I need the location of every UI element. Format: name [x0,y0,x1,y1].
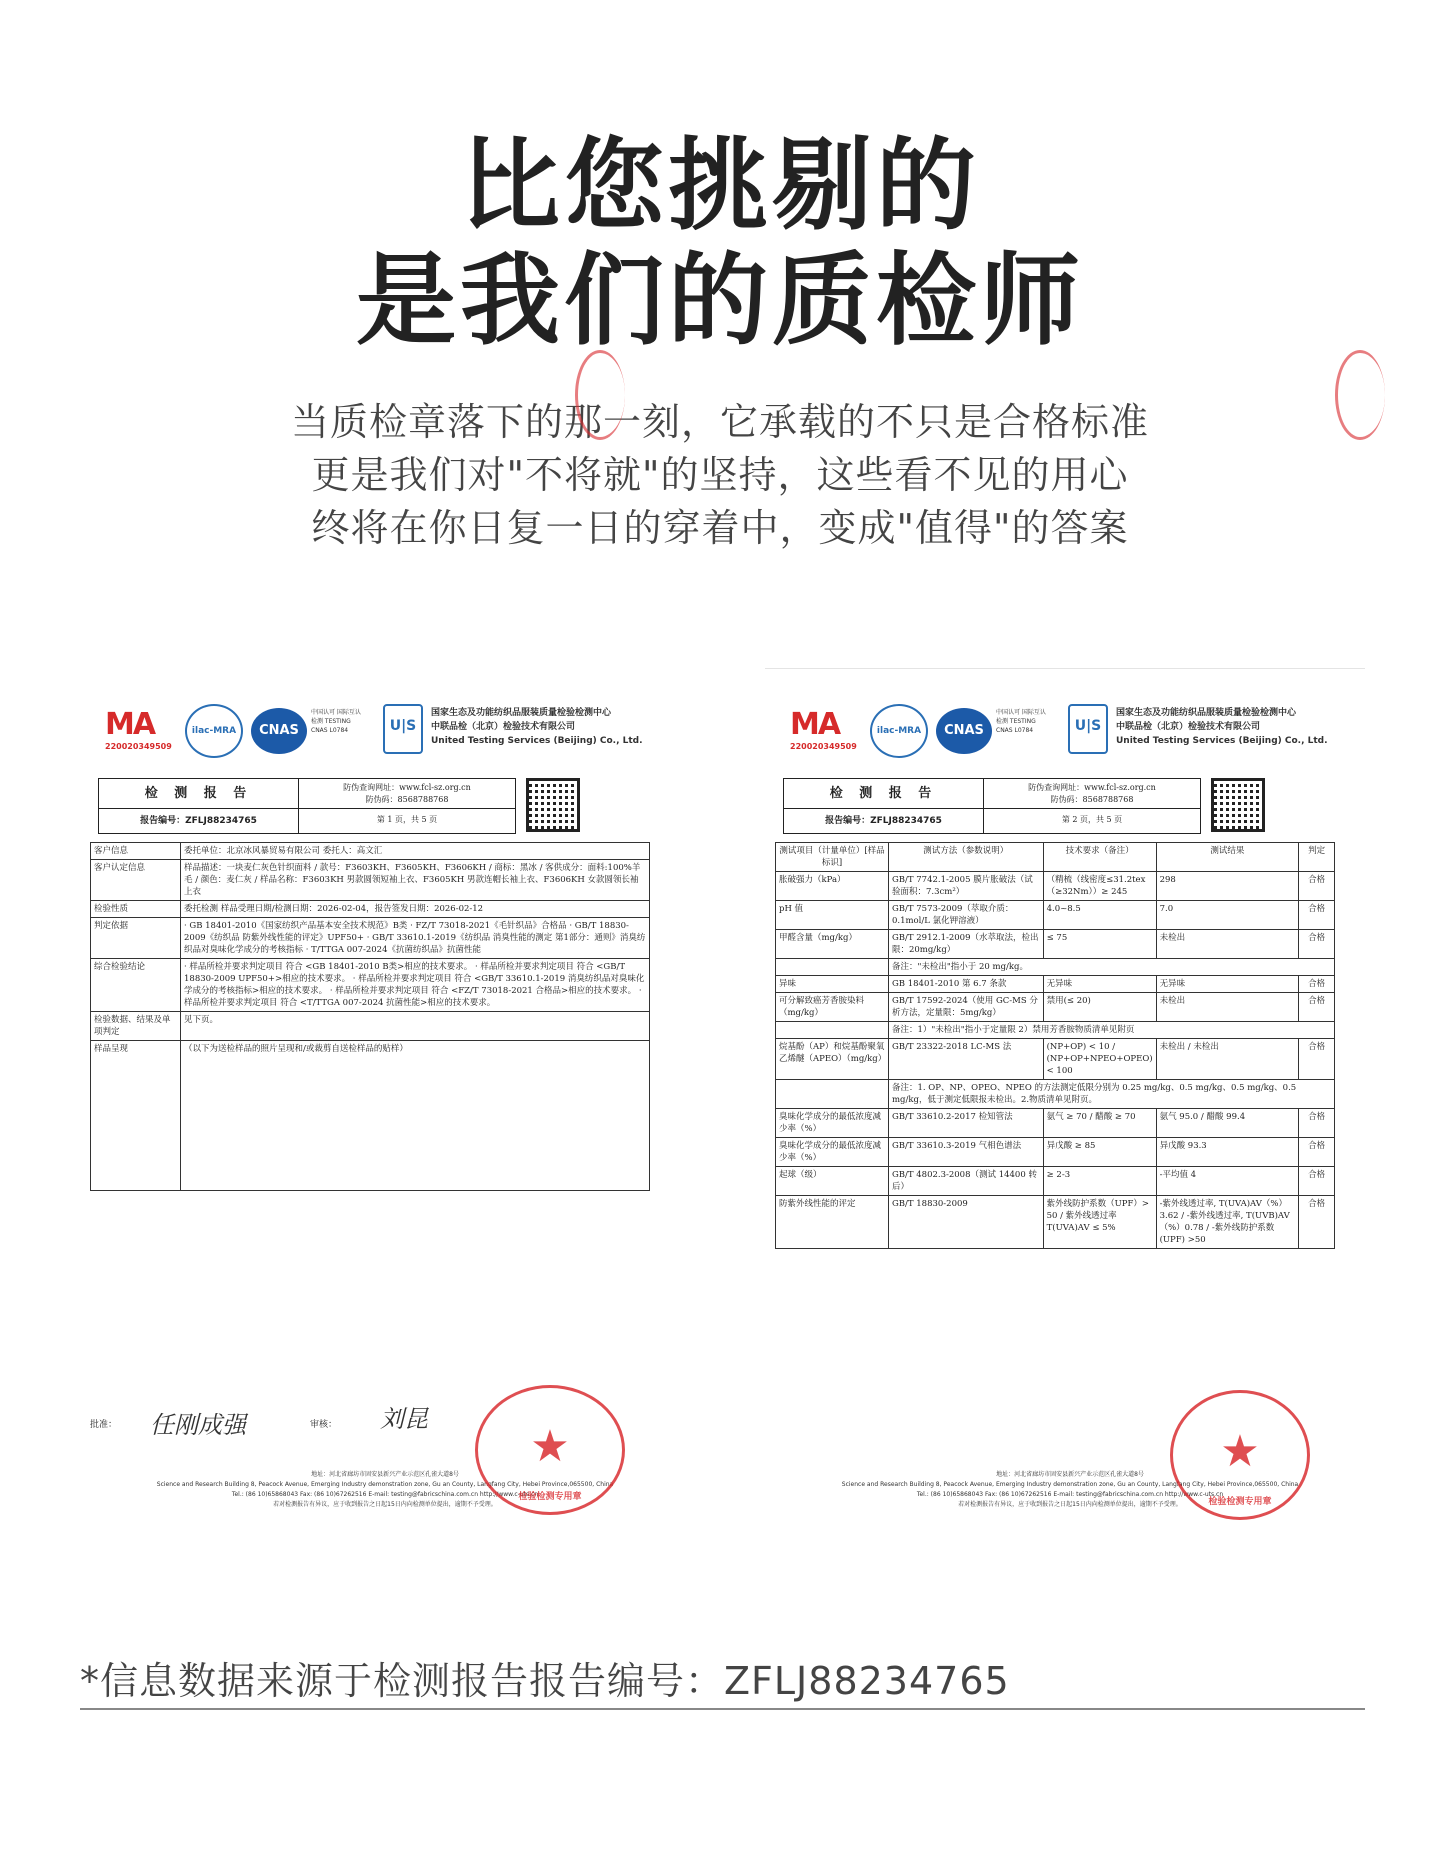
org-name: 国家生态及功能纺织品服装质量检验检测中心 中联品检（北京）检验技术有限公司 United Testing Services (Beijing) Co., Ltd. [431,708,643,746]
table-cell: GB/T 17592-2024（使用 GC-MS 分析方法，定量限：5mg/kg） [888,993,1043,1022]
table-cell: 异味 [776,976,889,993]
inspection-stamp: ★ 检验检测专用章 [1170,1390,1310,1520]
table-cell: 甲醛含量（mg/kg） [776,930,889,959]
review-label: 审核： [310,1420,338,1430]
table-cell: 氨气 95.0 / 醋酸 99.4 [1156,1109,1299,1138]
row-content: 委托检测 样品受理日期/检测日期：2026-02-04，报告签发日期：2026-02-12 [181,901,650,918]
cnas-logo: CNAS [936,708,992,754]
row-label: 检验数据、结果及单项判定 [91,1012,181,1041]
table-cell: 起球（级） [776,1167,889,1196]
table-row [776,1039,1335,1080]
table-cell: 合格 [1299,1196,1335,1249]
row-content: 见下页。 [181,1012,650,1041]
remark-cell: 备注："未检出"指小于 20 mg/kg。 [888,959,1334,976]
star-icon: ★ [1220,1426,1260,1477]
table-row [91,959,650,1012]
org-name: 国家生态及功能纺织品服装质量检验检测中心 中联品检（北京）检验技术有限公司 United Testing Services (Beijing) Co., Ltd. [1116,708,1328,746]
column-header: 技术要求（备注） [1043,843,1156,872]
anti-fake-code: 防伪码：8568788768 [365,795,449,804]
table-cell: 臭味化学成分的最低浓度减少率（%） [776,1109,889,1138]
table-row [776,1022,1335,1039]
approve-signature: 任刚成强 [150,1411,246,1439]
table-cell: ≥ 2-3 [1043,1167,1156,1196]
ilac-logo: ilac-MRA [870,704,928,758]
row-label: 判定依据 [91,918,181,959]
table-cell: 紫外线防护系数（UPF）> 50 / 紫外线透过率 T(UVA)AV ≤ 5% [1043,1196,1156,1249]
table-row [776,901,1335,930]
table-cell: GB/T 18830-2009 [888,1196,1043,1249]
subtitle-line-2: 更是我们对"不将就"的坚持，这些看不见的用心 [311,453,1129,497]
row-label: 综合检验结论 [91,959,181,1012]
table-cell: 298 [1156,872,1299,901]
table-cell: GB/T 7573-2009（萃取介质：0.1mol/L 氯化钾溶液） [888,901,1043,930]
row-content: · 样品所检并要求判定项目 符合 <GB 18401-2010 B类>相应的技术要求。 · 样品所检并要求判定项目 符合 <GB/T 18830-2009 UPF50+>相应的技术要求。 · 样品所检并要求判定项目 符合 <GB/T 33610.1-2019 消臭纺织品对臭味化学成分的考核指标>相应的技术要求。 · 样品所检并要求判定项目 符合 <FZ/T 73018-2021 合格品>相应的技术要求。 · 样品所检并要求判定项目 符合 <T/TTGA 007-2024 抗菌性能>相应的技术要求。 [181,959,650,1012]
table-row [776,1109,1335,1138]
table-cell: 合格 [1299,1039,1335,1080]
row-label: 检验性质 [91,901,181,918]
table-cell: GB/T 33610.3-2019 气相色谱法 [888,1138,1043,1167]
table-cell: 臭味化学成分的最低浓度减少率（%） [776,1138,889,1167]
table-cell: 未检出 [1156,930,1299,959]
page-label: 第 1 页，共 5 页 [376,815,438,824]
table-row [91,901,650,918]
report-info-table [90,842,650,1191]
table-cell: 合格 [1299,1167,1335,1196]
review-signature: 刘昆 [380,1405,428,1433]
row-label: 样品呈现 [91,1041,181,1191]
report-footer: 地址：河北省廊坊市固安县新兴产业示范区孔雀大道8号 Science and Research Building 8, Peacock Avenue, Emerging Industry demonstration zone, Gu an County, Langfang City, Hebei Province,065500, China Tel.: (86 10)65868043 Fax: (86 10)67262516 E-mail: testing@fabricschina.com.cn http://www.c-uts.cn 若对检测报告有异议，应于收到报告之日起15日内向检测单位提出，逾期不予受理。 [156,1471,614,1508]
remark-cell: 备注：1. OP、NP、OPEO、NPEO 的方法测定低限分别为 0.25 mg/kg、0.5 mg/kg、0.5 mg/kg、0.5 mg/kg，低于测定低限报未检出。2.物质清单见附页。 [888,1080,1334,1109]
qr-code [1211,778,1265,832]
table-row [776,976,1335,993]
table-cell: 无异味 [1156,976,1299,993]
headline-line-2: 是我们的质检师 [356,242,1084,359]
table-row [776,872,1335,901]
table-row [776,1167,1335,1196]
table-cell: -紫外线透过率, T(UVA)AV（%）3.62 / -紫外线透过率, T(UVB)AV（%）0.78 / -紫外线防护系数(UPF) >50 [1156,1196,1299,1249]
report-logos [790,700,1350,762]
table-cell: GB/T 23322-2018 LC-MS 法 [888,1039,1043,1080]
table-header-row [776,843,1335,872]
qr-code [526,778,580,832]
cnas-logo: CNAS [251,708,307,754]
column-header: 判定 [1299,843,1335,872]
table-cell: ≤ 75 [1043,930,1156,959]
test-report-page-1 [90,700,680,1530]
table-row [91,843,650,860]
query-site: 防伪查询网址：www.fcl-sz.org.cn [1028,783,1156,792]
headline-line-1: 比您挑剔的 [460,127,980,244]
cma-logo: MA 220020349509 [790,707,857,751]
row-label: 客户信息 [91,843,181,860]
table-cell: 胀破强力（kPa） [776,872,889,901]
cnas-caption: 中国认可 国际互认 检测 TESTING CNAS L0784 [996,709,1046,734]
row-content: （以下为送检样品的照片呈现和/或裁剪自送检样品的贴样） [181,1041,650,1191]
subtitle-line-1: 当质检章落下的那一刻，它承载的不只是合格标准 [290,400,1149,444]
bottom-divider [80,1708,1365,1710]
table-cell: GB/T 7742.1-2005 膜片胀破法（试验面积：7.3cm²） [888,872,1043,901]
test-results-table [775,842,1335,1249]
table-cell: 未检出 [1156,993,1299,1022]
table-cell: 7.0 [1156,901,1299,930]
anti-fake-code: 防伪码：8568788768 [1050,795,1134,804]
table-row [776,1196,1335,1249]
table-row [91,1041,650,1191]
approve-label: 批准： [90,1420,118,1430]
source-note: *信息数据来源于检测报告报告编号：ZFLJ88234765 [80,1659,1010,1703]
table-cell: 防紫外线性能的评定 [776,1196,889,1249]
row-content: 样品描述：一块麦仁灰色针织面料 / 款号：F3603KH、F3605KH、F3606KH / 商标：黑冰 / 客供成分：面料:100%羊毛 / 颜色：麦仁灰 / 样品名称：F3603KH 男款圆领短袖上衣、F3605KH 男款连帽长袖上衣、F3606KH 女款圆领长袖上衣 [181,860,650,901]
table-cell: 异戊酸 ≥ 85 [1043,1138,1156,1167]
table-cell: pH 值 [776,901,889,930]
table-cell: 4.0~8.5 [1043,901,1156,930]
test-report-page-2 [775,700,1365,1530]
report-logos [105,700,665,762]
table-cell: GB/T 2912.1-2009（水萃取法，检出限：20mg/kg） [888,930,1043,959]
ilac-logo: ilac-MRA [185,704,243,758]
table-row [91,1012,650,1041]
column-header: 测试方法（参数说明） [888,843,1043,872]
table-cell: GB 18401-2010 第 6.7 条款 [888,976,1043,993]
table-cell: (NP+OP) < 10 / (NP+OP+NPEO+OPEO) < 100 [1043,1039,1156,1080]
table-row [91,860,650,901]
column-header: 测试结果 [1156,843,1299,872]
row-content: · GB 18401-2010《国家纺织产品基本安全技术规范》B类 · FZ/T 73018-2021《毛针织品》合格品 · GB/T 18830-2009《纺织品 防紫外线性能的评定》UPF50+ · GB/T 33610.1-2019《纺织品 消臭性能的测定 第1部分：通则》消臭纺织品对臭味化学成分的考核指标 · T/TTGA 007-2024《抗菌纺织品》抗菌性能 [181,918,650,959]
table-row [776,1138,1335,1167]
table-cell: 合格 [1299,993,1335,1022]
row-content: 委托单位：北京冰风暴贸易有限公司 委托人：高文汇 [181,843,650,860]
table-cell: 氨气 ≥ 70 / 醋酸 ≥ 70 [1043,1109,1156,1138]
table-cell: 合格 [1299,1109,1335,1138]
table-cell: 合格 [1299,976,1335,993]
table-cell: 无异味 [1043,976,1156,993]
subtitle-line-3: 终将在你日复一日的穿着中，变成"值得"的答案 [311,506,1129,550]
row-label: 客户认定信息 [91,860,181,901]
table-cell: 烷基酚（AP）和烷基酚聚氧乙烯醚（APEO）（mg/kg） [776,1039,889,1080]
table-row [91,918,650,959]
uts-logo: U|S [1068,704,1108,754]
page-label: 第 2 页，共 5 页 [1061,815,1123,824]
query-site: 防伪查询网址：www.fcl-sz.org.cn [343,783,471,792]
table-cell: （精梳（线密度≤31.2tex（≥32Nm））≥ 245 [1043,872,1156,901]
report-header-box [98,778,516,834]
table-cell: 合格 [1299,901,1335,930]
cma-logo: MA 220020349509 [105,707,172,751]
table-cell: 合格 [1299,1138,1335,1167]
table-cell: 禁用(≤ 20) [1043,993,1156,1022]
table-cell: 合格 [1299,872,1335,901]
table-row [776,930,1335,959]
report-title: 检 测 报 告 [784,779,984,808]
report-number: 报告编号：ZFLJ88234765 [99,809,299,833]
report-footer: 地址：河北省廊坊市固安县新兴产业示范区孔雀大道8号 Science and Research Building 8, Peacock Avenue, Emerging Industry demonstration zone, Gu an County, Langfang City, Hebei Province,065500, China Tel.: (86 10)65868043 Fax: (86 10)67262516 E-mail: testing@fabricschina.com.cn http://www.c-uts.cn 若对检测报告有异议，应于收到报告之日起15日内向检测单位提出，逾期不予受理。 [841,1471,1299,1508]
inspection-stamp: ★ 检验检测专用章 [475,1385,625,1515]
table-cell: 合格 [1299,930,1335,959]
column-header: 测试项目（计量单位）[样品标识] [776,843,889,872]
partial-stamp [575,350,625,440]
table-row [776,1080,1335,1109]
table-row [776,959,1335,976]
uts-logo: U|S [383,704,423,754]
star-icon: ★ [530,1421,570,1472]
report-title: 检 测 报 告 [99,779,299,808]
table-cell: GB/T 33610.2-2017 检知管法 [888,1109,1043,1138]
report-header-box [783,778,1201,834]
table-cell: GB/T 4802.3-2008（测试 14400 转后） [888,1167,1043,1196]
table-cell: 异戊酸 93.3 [1156,1138,1299,1167]
cnas-caption: 中国认可 国际互认 检测 TESTING CNAS L0784 [311,709,361,734]
table-cell: 未检出 / 未检出 [1156,1039,1299,1080]
table-cell: 可分解致癌芳香胺染料（mg/kg） [776,993,889,1022]
partial-stamp [1335,350,1385,440]
divider [765,668,1365,669]
report-number: 报告编号：ZFLJ88234765 [784,809,984,833]
remark-cell: 备注：1）"未检出"指小于定量限 2）禁用芳香胺物质清单见附页 [888,1022,1334,1039]
table-cell: -平均值 4 [1156,1167,1299,1196]
table-row [776,993,1335,1022]
